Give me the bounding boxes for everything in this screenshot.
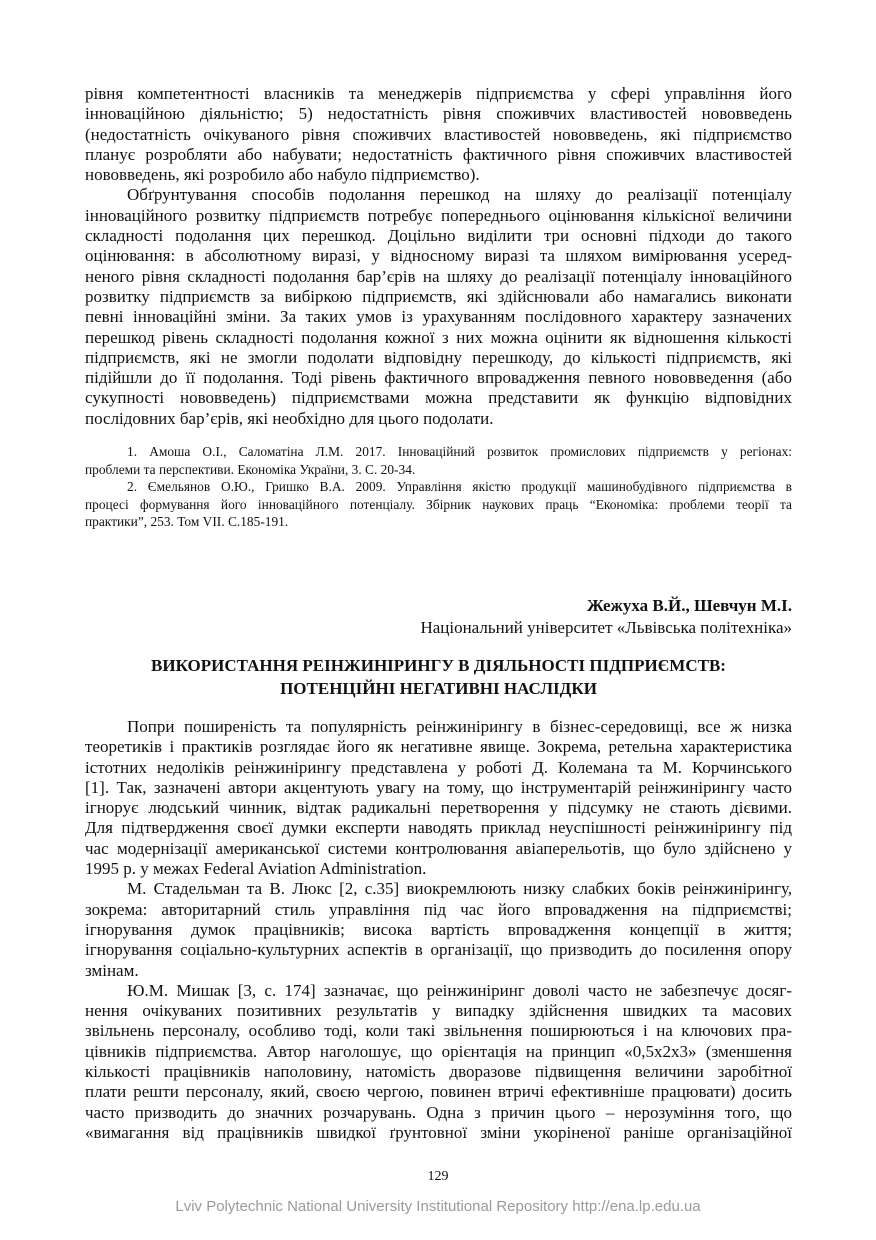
text-line: оцінювання: в абсолютному виразі, у відносному виразі та шляхом вимірювання усеред- <box>85 246 792 266</box>
text-line: планує розробляти або набувати; недостатність фактичного рівня споживчих властивостей <box>85 144 792 164</box>
text-line: [1]. Так, зазначені автори акцентують увагу на тому, що інструментарій реінжинірингу часто <box>85 777 792 797</box>
article-title <box>85 654 792 700</box>
text-line: ігнорування соціально-культурних аспектів в організації, що призводить до посилення опору <box>85 940 792 960</box>
text-line: розвитку підприємств за вибіркою підприємств, які здійснювали або намагались виконати <box>85 286 792 306</box>
text-line: цівників підприємства. Автор наголошує, що орієнтація на принцип «0,5х2х3» (зменшення <box>85 1041 792 1061</box>
reference-list <box>85 443 792 531</box>
text-line: Обґрунтування способів подолання перешкод на шляху до реалізації потенціалу <box>127 185 792 205</box>
article-title-line: ВИКОРИСТАННЯ РЕІНЖИНІРИНГУ В ДІЯЛЬНОСТІ ПІДПРИЄМСТВ: <box>151 656 726 675</box>
author-affiliation: Національний університет «Львівська політехніка» <box>420 618 792 637</box>
text-line: змінам. <box>85 960 139 980</box>
paragraph <box>85 717 792 879</box>
page-number: 129 <box>427 1169 449 1184</box>
text-line: 1995 р. у межах Federal Aviation Administration. <box>85 859 427 879</box>
text-line: неного рівня складності подолання бар’єрів на шляху до реалізації потенціалу інноваційного <box>85 266 792 286</box>
text-line: 2. Ємельянов О.Ю., Гришко В.А. 2009. Управління якістю продукції машинобудівного підприємства в <box>127 479 792 494</box>
text-line: ігнорування думок працівників; висока вартість впровадження концепції в життя; <box>85 919 792 939</box>
text-line: практики”, 253. Том VII. С.185-191. <box>85 514 289 529</box>
text-line: послідовних бар’єрів, які необхідно для цього подолати. <box>85 408 494 428</box>
repository-footer: Lviv Polytechnic National University Institutional Repository http://ena.lp.edu.ua <box>175 1198 701 1215</box>
text-line: нововведень, які розробило або набуло підприємство). <box>85 165 480 185</box>
text-line: зокрема: авторитарний стиль управління під час його впровадження на підприємстві; <box>85 899 792 919</box>
text-line: часто призводить до значних розчарувань. Одна з причин цього – нерозуміння того, що <box>85 1102 792 1122</box>
text-line: рівня компетентності власників та менеджерів підприємства у сфері управління його <box>85 84 792 103</box>
text-line: перешкод рівень складності подолання кожної з них можна оцінити як відношення кількості <box>85 327 792 347</box>
text-line: 1. Амоша О.І., Саломатіна Л.М. 2017. Інноваційний розвиток промислових підприємств у регіонах: <box>127 444 792 459</box>
text-line: кількості працівників наполовину, натомість дворазове підвищення величини заробітної <box>85 1062 792 1082</box>
continued-text <box>85 84 792 429</box>
text-line: теоретиків і практиків розглядає його як негативне явище. Зокрема, ретельна характеристика <box>85 737 792 757</box>
text-line: Для підтвердження своєї думки експерти наводять приклад неуспішності реінжинірингу під <box>85 818 792 838</box>
text-line: час модернізації американської системи контролювання авіаперельотів, що було здійснено у <box>85 838 792 858</box>
article-title-line: ПОТЕНЦІЙНІ НЕГАТИВНІ НАСЛІДКИ <box>280 679 597 698</box>
text-line: проблеми та перспективи. Економіка України, 3. С. 20-34. <box>85 461 416 477</box>
text-line: певні інноваційні зміни. За таких умов із урахуванням послідовного характеру зазначених <box>85 307 792 327</box>
text-line: Ю.М. Мишак [3, с. 174] зазначає, що реінжиніринг доволі часто не забезпечує досяг- <box>127 980 792 1000</box>
reference-item <box>85 478 792 531</box>
text-line: «вимагання від працівників швидкої ґрунтовної зміни укоріненої раніше організаційної <box>85 1122 792 1142</box>
paragraph <box>85 84 792 185</box>
text-line: Попри поширеність та популярність реінжинірингу в бізнес-середовищі, все ж низка <box>127 717 792 736</box>
text-line: складності подолання цих перешкод. Доцільно виділити три основні підходи до такого <box>85 226 792 246</box>
paragraph <box>85 185 792 429</box>
text-line: плати решти персоналу, який, своєю чергою, повинен втричі ефективніше працювати) досить <box>85 1082 792 1102</box>
text-line: інноваційною діяльністю; 5) недостатність рівня споживчих властивостей нововведень <box>85 104 792 124</box>
paragraph <box>85 879 792 980</box>
text-line: ігнорує людський чинник, відтак радикальні перетворення у підсумку не стають дієвими. <box>85 798 792 818</box>
text-line: звільнень персоналу, особливо тоді, коли такі звільнення поширюються і на ключових пра- <box>85 1021 792 1041</box>
article-body <box>85 717 792 1143</box>
text-line: процесі формування його інноваційного потенціалу. Збірник наукових праць “Економіка: проблеми теорії та <box>85 496 792 512</box>
text-line: М. Стадельман та В. Люкс [2, с.35] виокремлюють низку слабких боків реінжинірингу, <box>127 879 792 899</box>
text-line: сукупності нововведень) підприємствами можна представити як функцію відповідних <box>85 388 792 408</box>
text-line: підійшли до її подолання. Тоді рівень фактичного впровадження певного нововведення (або <box>85 368 792 388</box>
text-line: (недостатність очікуваного рівня споживчих властивостей нововведень, які підприємство <box>85 124 792 144</box>
text-line: інноваційного розвитку підприємств потребує попереднього оцінювання кількісної величини <box>85 205 792 225</box>
text-line: нення очікуваних позитивних результатів у випадку здійснення швидких та масових <box>85 1001 792 1021</box>
text-line: істотних недоліків реінжинірингу представлена у роботі Д. Колемана та М. Корчинського <box>85 757 792 777</box>
reference-item <box>85 443 792 478</box>
text-line: підприємств, які не змогли подолати відповідну перешкоду, до кількості підприємств, які <box>85 347 792 367</box>
article-authors: Жежуха В.Й., Шевчун М.І. <box>587 596 792 615</box>
paragraph <box>85 981 792 1143</box>
